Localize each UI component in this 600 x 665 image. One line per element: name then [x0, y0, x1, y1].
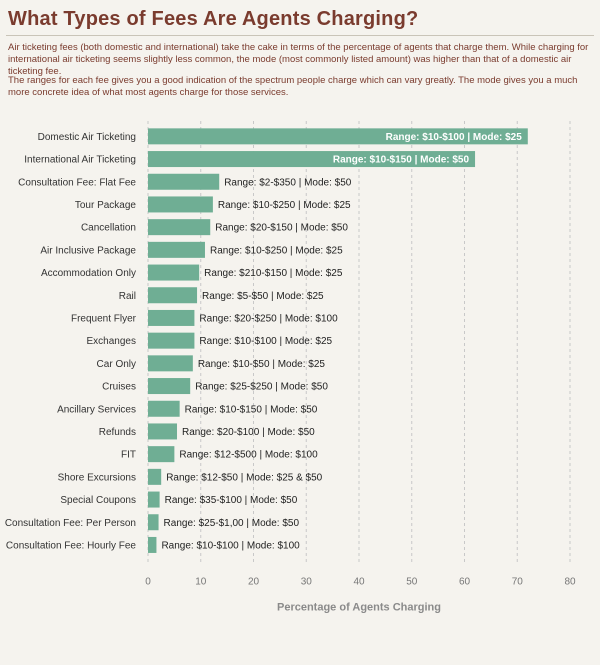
category-label: Air Inclusive Package: [40, 245, 136, 257]
bar: [148, 355, 193, 371]
bar: [148, 446, 174, 462]
category-label: Car Only: [96, 358, 136, 370]
category-label: Consultation Fee: Hourly Fee: [5, 540, 136, 552]
category-label: Tour Package: [74, 199, 136, 211]
bar: [148, 333, 194, 349]
category-label: FIT: [121, 449, 136, 461]
bar-data-label: Range: $10-$150 | Mode: $50: [184, 404, 318, 416]
bar-data-label: Range: $12-$50 | Mode: $25 & $50: [166, 472, 323, 484]
bar: [148, 514, 159, 530]
bar: [148, 492, 160, 508]
bar-data-label: Range: $5-$50 | Mode: $25: [202, 290, 324, 302]
bar-data-label: Range: $25-$250 | Mode: $50: [195, 381, 328, 393]
x-tick-label: 70: [511, 576, 523, 588]
x-tick-label: 60: [458, 576, 471, 588]
category-label: Special Coupons: [60, 495, 136, 507]
bar-data-label: Range: $10-$250 | Mode: $25: [217, 199, 351, 211]
page-title: What Types of Fees Are Agents Charging?: [8, 8, 419, 30]
category-label: Ancillary Services: [57, 404, 136, 416]
bar-data-label: Range: $35-$100 | Mode: $50: [164, 495, 298, 507]
category-label: Accommodation Only: [40, 268, 136, 280]
category-label: Domestic Air Ticketing: [37, 131, 136, 143]
x-tick-label: 40: [353, 576, 365, 588]
bar: [148, 219, 210, 235]
bar-data-label: Range: $20-$250 | Mode: $100: [199, 313, 338, 325]
bar: [148, 423, 177, 439]
bar: [148, 265, 199, 281]
bar: [148, 310, 194, 326]
category-label: Rail: [118, 290, 136, 302]
category-label: Cancellation: [80, 222, 136, 234]
category-label: Shore Excursions: [57, 472, 136, 484]
bar-data-label: Range: $20-$100 | Mode: $50: [182, 426, 315, 438]
bar-data-label: Range: $20-$150 | Mode: $50: [215, 222, 348, 234]
axis-layer: [145, 576, 576, 613]
bar: [148, 242, 205, 258]
bar-data-label: Range: $25-$1,00 | Mode: $50: [163, 517, 300, 529]
x-tick-label: 50: [406, 576, 418, 588]
intro-paragraph-2: The ranges for each fee gives you a good indication of the spectrum people charge which can vary greatly. The mode gives you a much more concrete idea of what most agents charge for those services.: [8, 75, 578, 98]
category-label: Cruises: [102, 381, 136, 393]
bar-data-label: Range: $10-$100 | Mode: $100: [161, 540, 300, 552]
bar-data-label: Range: $10-$100 | Mode: $25: [199, 336, 333, 348]
x-axis-title: Percentage of Agents Charging: [276, 601, 442, 614]
bar-data-label: Range: $10-$50 | Mode: $25: [197, 358, 325, 370]
bar-data-label: Range: $2-$350 | Mode: $50: [224, 177, 352, 189]
category-label: Refunds: [98, 426, 136, 438]
bar: [148, 174, 219, 190]
category-label: Exchanges: [86, 336, 136, 348]
bar: [148, 196, 213, 212]
bar-data-label: Range: $210-$150 | Mode: $25: [204, 268, 343, 280]
bar: [148, 401, 180, 417]
x-tick-label: 20: [247, 576, 260, 588]
bar: [148, 378, 190, 394]
category-label: Frequent Flyer: [70, 313, 136, 325]
x-tick-label: 0: [145, 576, 151, 588]
category-label: International Air Ticketing: [24, 154, 136, 166]
bar: [148, 469, 161, 485]
category-label: Consultation Fee: Per Person: [4, 517, 136, 529]
bar: [148, 287, 197, 303]
bar-data-label: Range: $10-$100 | Mode: $25: [385, 131, 522, 143]
bar-data-label: Range: $10-$150 | Mode: $50: [332, 154, 470, 166]
bar-data-label: Range: $12-$500 | Mode: $100: [179, 449, 318, 461]
x-tick-label: 30: [300, 576, 312, 588]
bar-data-label: Range: $10-$250 | Mode: $25: [209, 245, 343, 257]
bar: [148, 537, 156, 553]
intro-paragraph-1: Air ticketing fees (both domestic and international) take the cake in terms of the percentage of agents that charge them. While charging for international air ticketing seems slightly less common, the mode (most commonly listed amount) was higher than that of a domestic air ticketing fee.: [8, 42, 589, 77]
label-layer: [5, 132, 522, 552]
x-tick-label: 80: [564, 576, 576, 588]
x-tick-label: 10: [195, 576, 207, 588]
category-label: Consultation Fee: Flat Fee: [18, 177, 136, 189]
